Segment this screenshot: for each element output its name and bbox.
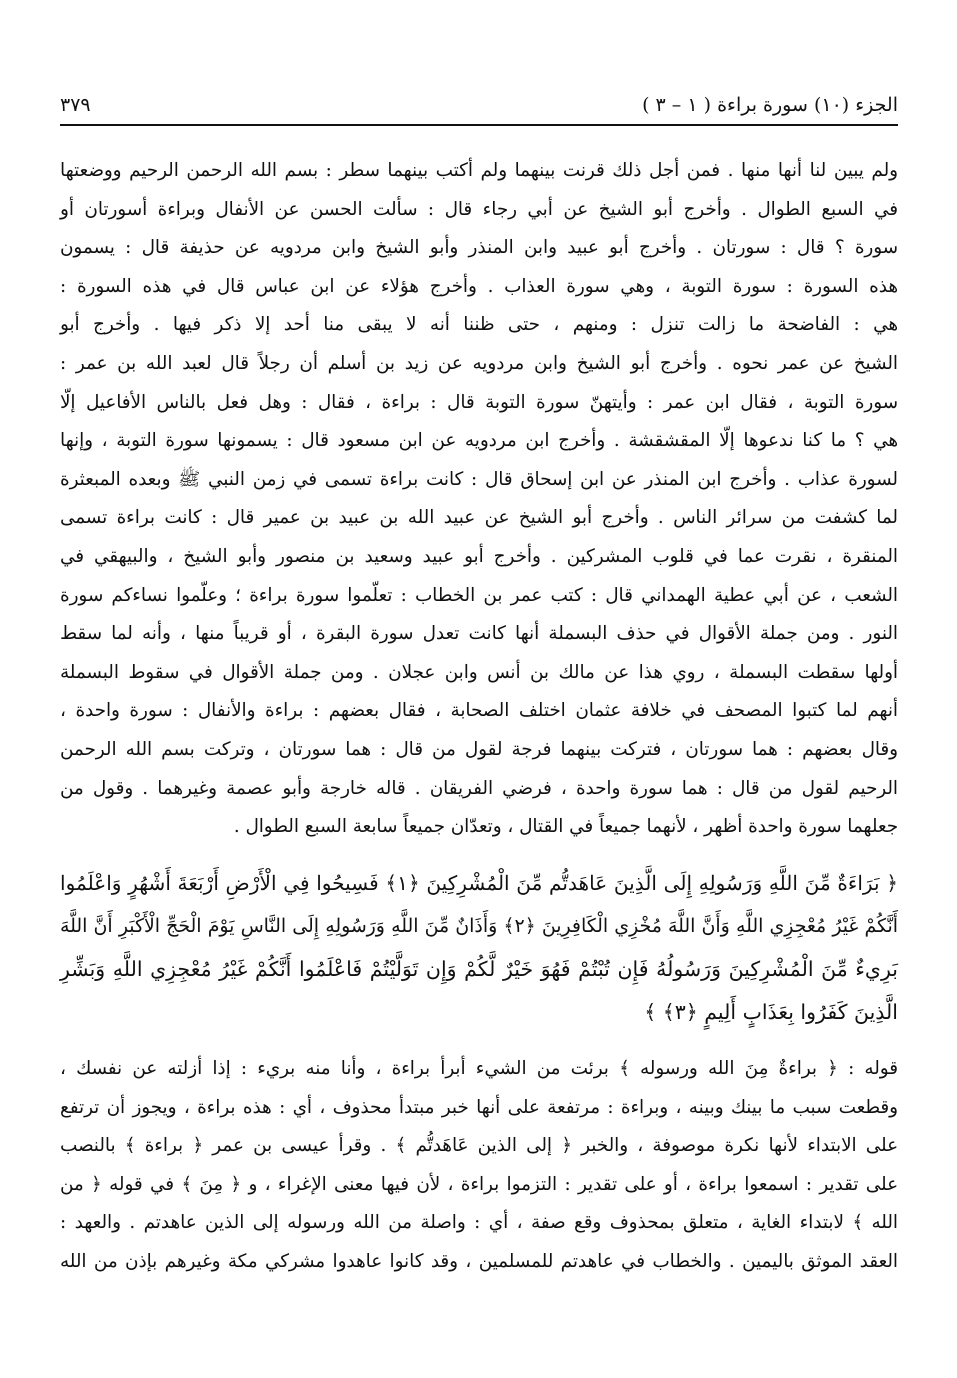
commentary-line: العقد الموثق باليمين . والخطاب في عاهدتم للمسلمين ، وقد كانوا عاهدوا مشركي مكة وغيرهم بإذن من الله [60,1250,898,1272]
tafsir-body [60,152,898,847]
verse-line: بَرِيءٌ مِّنَ الْمُشْرِكِينَ وَرَسُولُهُ فَإِن تُبْتُمْ فَهُوَ خَيْرٌ لَّكُمْ وَإِن تَوَلَّيْتُمْ فَاعْلَمُوا أَنَّكُمْ غَيْرُ مُعْجِزِي اللَّهِ وَبَشِّرِ [60,957,898,981]
verse-line: الَّذِينَ كَفَرُوا بِعَذَابٍ أَلِيمٍ ﴿٣﴾ ﴾ [644,1000,898,1024]
verse-line: ﴿ بَرَاءَةٌ مِّنَ اللَّهِ وَرَسُولِهِ إِلَى الَّذِينَ عَاهَدتُّم مِّنَ الْمُشْرِكِينَ ﴿١﴾ فَسِيحُوا فِي الْأَرْضِ أَرْبَعَةَ أَشْهُرٍ وَاعْلَمُوا [60,871,899,895]
text-line: وقال بعضهم : هما سورتان ، فتركت بينهما فرجة لقول من قال : هما سورتان ، وتركت بسم الله الرحمن [60,738,898,760]
running-title: الجزء (١٠) سورة براءة ( ١ – ٣ ) [642,94,898,116]
commentary-line: على تقدير : اسمعوا براءة ، أو على تقدير : التزموا براءة ، لأن فيها معنى الإغراء ، و ﴿ مِنَ ﴾ في قوله ﴿ من [60,1173,898,1195]
text-line: النور . ومن جملة الأقوال في حذف البسملة أنها كانت تعدل سورة البقرة ، أو قريباً منها ، وأنه لما سقط [60,623,898,645]
text-line: المنقرة ، نقرت عما في قلوب المشركين . وأخرج أبو عبيد وسعيد بن منصور وأبو الشيخ ، والبيهقي في [60,545,898,567]
verse-line: أَنَّكُمْ غَيْرُ مُعْجِزِي اللَّهِ وَأَنَّ اللَّهَ مُخْزِي الْكَافِرِينَ ﴿٢﴾ وَأَذَانٌ مِّنَ اللَّهِ وَرَسُولِهِ إِلَى النَّاسِ يَوْمَ الْحَجِّ الْأَكْبَرِ أَنَّ اللَّهَ [60,915,898,937]
text-line: في السبع الطوال . وأخرج أبو الشيخ عن أبي رجاء قال : سألت الحسن عن الأنفال وبراءة أسورتان أو [60,198,898,220]
commentary-line: وقطعت سبب ما بينك وبينه ، وبراءة : مرتفعة على أنها خبر مبتدأ محذوف ، أي : هذه براءة ، ويجوز أن ترتفع [60,1096,898,1118]
text-line: الرحيم لقول من قال : هما سورة واحدة ، فرضي الفريقان . قاله خارجة وأبو عصمة وغيرهما . وقول من [60,777,898,799]
text-line: هذه السورة : سورة التوبة ، وهي سورة العذاب . وأخرج هؤلاء عن ابن عباس قال في هذه السورة : [60,275,898,297]
commentary-line: على الابتداء لأنها نكرة موصوفة ، والخبر ﴿ إلى الذين عَاهَدتُّم ﴾ . وقرأ عيسى بن عمر ﴿ براءة ﴾ بالنصب [60,1135,898,1157]
text-line: الشيخ عن عمر نحوه . وأخرج أبو الشيخ وابن مردويه عن زيد بن أسلم أن رجلاً قال لعبد الله بن عمر : [60,352,898,374]
text-line: سورة التوبة ، فقال ابن عمر : وأيتهنّ سورة التوبة قال : براءة ، فقال : وهل فعل بالناس الأفاعيل إلّا [60,391,898,413]
text-line: سورة ؟ قال : سورتان . وأخرج أبو عبيد وابن المنذر وأبو الشيخ وابن مردويه عن حذيفة قال : يسمون [60,237,898,259]
text-line: الشعب ، عن أبي عطية الهمداني قال : كتب عمر بن الخطاب : تعلّموا سورة براءة ؛ وعلّموا نساءكم سورة [60,584,898,606]
text-line: لسورة عذاب . وأخرج ابن المنذر عن ابن إسحاق قال : كانت براءة تسمى في زمن النبي ﷺ وبعده المبعثرة [60,468,898,490]
text-line: أولها سقطت البسملة ، روي هذا عن مالك بن أنس وابن عجلان . ومن جملة الأقوال في سقوط البسملة [60,661,898,683]
text-line: جعلهما سورة واحدة أظهر ، لأنهما جميعاً في القتال ، وتعدّان جميعاً سابعة السبع الطوال . [233,816,898,838]
text-line: ولم يبين لنا أنها منها . فمن أجل ذلك قرنت بينهما ولم أكتب بينهما سطر : بسم الله الرحمن الرحيم ووضعتها [60,160,898,181]
commentary [60,1050,898,1282]
quran-verses [60,862,898,1034]
text-line: هي ؟ ما كنا ندعوها إلّا المقشقشة . وأخرج ابن مردويه عن ابن مسعود قال : يسمونها سورة التوبة ، وإنها [60,430,898,452]
commentary-line: الله ﴾ لابتداء الغاية ، متعلق بمحذوف وقع صفة ، أي : واصلة من الله ورسوله إلى الذين عاهدتم . والعهد : [60,1212,898,1234]
text-line: أنهم لما كتبوا المصحف في خلافة عثمان اختلف الصحابة ، فقال بعضهم : براءة والأنفال : سورة واحدة ، [60,700,898,722]
text-line: لما كشفت من سرائر الناس . وأخرج أبو الشيخ عن عبيد الله بن عبيد بن عمير قال : كانت براءة تسمى [60,507,898,529]
text-line: هي : الفاضحة ما زالت تنزل : ومنهم ، حتى ظننا أنه لا يبقى منا أحد إلا ذكر فيها . وأخرج أبو [60,314,898,336]
page-header [60,92,898,126]
commentary-line: قوله : ﴿ براءةٌ مِنَ الله ورسوله ﴾ برئت من الشيء أبرأ براءة ، وأنا منه بريء : إذا أزلته عن نفسك ، [60,1058,898,1079]
page-number: ٣٧٩ [60,94,91,116]
